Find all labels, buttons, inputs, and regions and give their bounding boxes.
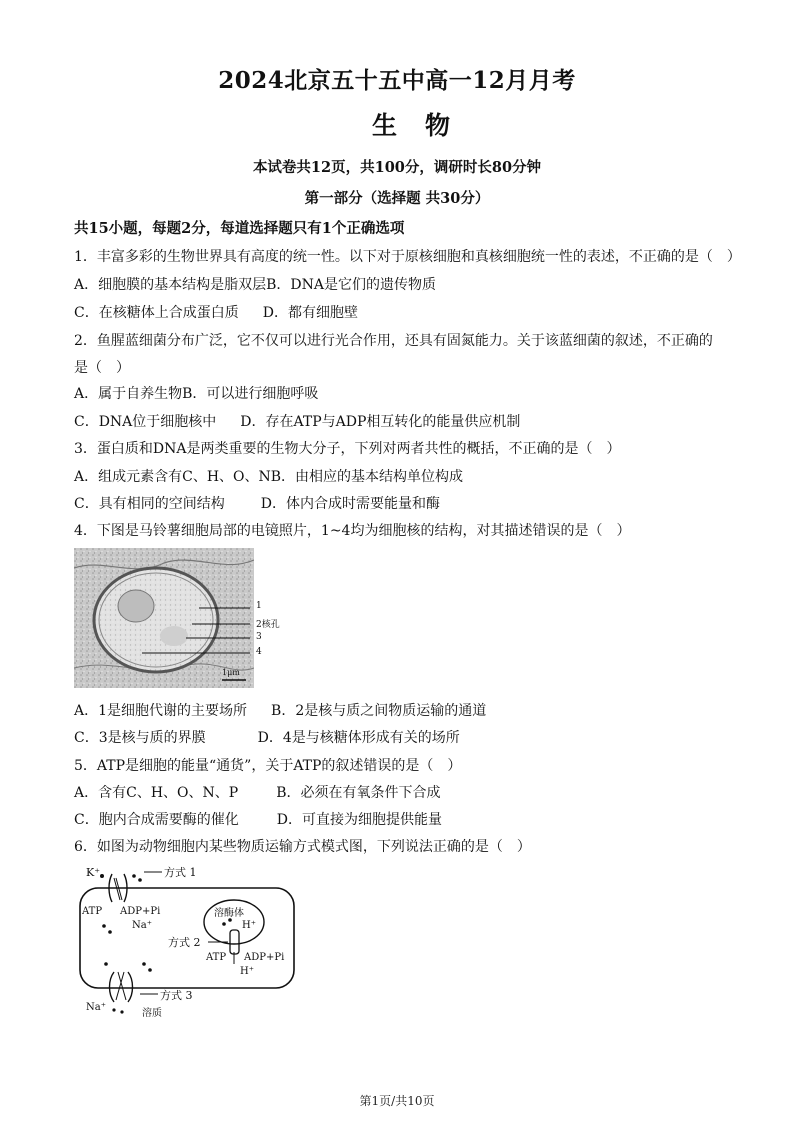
option-a: A．1是细胞代谢的主要场所	[74, 703, 248, 719]
particle	[112, 1008, 115, 1011]
label-k-ion: K⁺	[86, 866, 101, 879]
label-na-in: Na⁺	[132, 920, 152, 931]
option-d: D．4是与核糖体形成有关的场所	[257, 730, 460, 746]
option-b: B．DNA是它们的遗传物质	[266, 277, 436, 293]
question-3-stem: 3．蛋白质和DNA是两类重要的生物大分子，下列对两者共性的概括，不正确的是（ ）	[74, 441, 621, 457]
question-4-options-row1	[74, 700, 486, 720]
micrograph-label-1: 1	[256, 601, 262, 611]
option-c: C．胞内合成需要酶的催化	[74, 812, 239, 828]
particle	[100, 874, 104, 878]
particle	[148, 968, 152, 972]
option-a: A．含有C、H、O、N、P	[74, 785, 239, 801]
option-d: D．体内合成时需要能量和酶	[260, 496, 440, 512]
label-atp-right: ATP	[206, 952, 227, 963]
question-2-options-row1	[74, 383, 318, 403]
question-2-stem: 2．鱼腥蓝细菌分布广泛，它不仅可以进行光合作用，还具有固氮能力。关于该蓝细菌的叙述，不正确的	[74, 333, 713, 349]
question-1-options-row1	[74, 274, 436, 294]
part-title: 第一部分（选择题 共30分）	[304, 190, 490, 207]
label-solute: 溶质	[142, 1008, 162, 1019]
option-c: C．在核糖体上合成蛋白质	[74, 305, 239, 321]
chromatin-patch	[160, 626, 188, 646]
option-c: C．具有相同的空间结构	[74, 496, 225, 512]
question-6-stem: 6．如图为动物细胞内某些物质运输方式模式图，下列说法正确的是（ ）	[74, 839, 531, 855]
subject-title: 生物	[371, 111, 478, 140]
label-adp-right: ADP+Pi	[244, 952, 285, 963]
nucleolus	[118, 590, 154, 622]
question-5-options-row1	[74, 782, 440, 802]
micrograph-label-3: 3	[256, 632, 262, 642]
particle	[108, 930, 112, 934]
question-2-options-row2	[74, 411, 520, 431]
option-d: D．可直接为细胞提供能量	[276, 812, 442, 828]
nucleus-micrograph-figure	[74, 548, 254, 688]
question-1-options-row2	[74, 302, 358, 322]
question-3-options-row1	[74, 466, 463, 486]
option-c: C．DNA位于细胞核中	[74, 414, 217, 430]
label-mode-3: 方式 3	[160, 989, 193, 1002]
exam-title: 2024北京五十五中高一12月月考	[218, 67, 576, 94]
option-b: B．必须在有氧条件下合成	[276, 785, 441, 801]
particle	[142, 962, 146, 966]
micrograph-scale-label: 1μm	[222, 668, 240, 677]
option-a: A．组成元素含有C、H、O、N	[74, 469, 271, 485]
question-1-stem: 1．丰富多彩的生物世界具有高度的统一性。以下对于原核细胞和真核细胞统一性的表述，不正确的是（ ）	[74, 249, 741, 265]
particle	[222, 922, 226, 926]
label-atp-left: ATP	[82, 906, 103, 917]
question-4-options-row2	[74, 727, 460, 747]
label-lysosome: 溶酶体	[214, 908, 244, 919]
option-c: C．3是核与质的界膜	[74, 730, 206, 746]
transport-protein-3	[110, 972, 133, 1002]
nuclear-envelope	[94, 568, 218, 672]
micrograph-label-4: 4	[256, 647, 262, 657]
option-d: D．存在ATP与ADP相互转化的能量供应机制	[240, 414, 521, 430]
option-b: B．由相应的基本结构单位构成	[270, 469, 464, 485]
label-h-bottom: H⁺	[240, 966, 254, 977]
exam-info: 本试卷共12页，共100分，调研时长80分钟	[252, 159, 542, 176]
option-b: B．2是核与质之间物质运输的通道	[271, 703, 487, 719]
label-mode-1: 方式 1	[164, 866, 197, 879]
question-5-options-row2	[74, 809, 442, 829]
option-a: A．属于自养生物	[74, 386, 183, 402]
particle	[132, 874, 136, 878]
micrograph-label-2-nuclear-pore: 2核孔	[256, 620, 280, 630]
label-mode-2: 方式 2	[168, 936, 201, 949]
particle	[138, 878, 142, 882]
option-a: A．细胞膜的基本结构是脂双层	[74, 277, 267, 293]
arrow-out-3	[118, 972, 126, 1000]
label-na-out: Na⁺	[86, 1002, 106, 1013]
question-2-stem-cont: 是（ ）	[74, 360, 130, 376]
particle	[102, 924, 106, 928]
particle	[104, 962, 108, 966]
option-b: B．可以进行细胞呼吸	[182, 386, 319, 402]
label-adp-left: ADP+Pi	[120, 906, 161, 917]
option-d: D．都有细胞壁	[262, 305, 358, 321]
page-footer: 第1页/共10页	[359, 1094, 435, 1108]
arrow-in-3	[116, 972, 124, 1000]
section-intro: 共15小题，每题2分，每道选择题只有1个正确选项	[74, 220, 405, 237]
transport-protein-2	[230, 930, 239, 954]
question-4-stem: 4．下图是马铃薯细胞局部的电镜照片，1~4均为细胞核的结构，对其描述错误的是（ ）	[74, 523, 631, 539]
label-h-top: H⁺	[242, 920, 256, 931]
question-5-stem: 5．ATP是细胞的能量“通货”，关于ATP的叙述错误的是（ ）	[74, 758, 462, 774]
question-3-options-row2	[74, 493, 440, 513]
particle	[120, 1010, 123, 1013]
